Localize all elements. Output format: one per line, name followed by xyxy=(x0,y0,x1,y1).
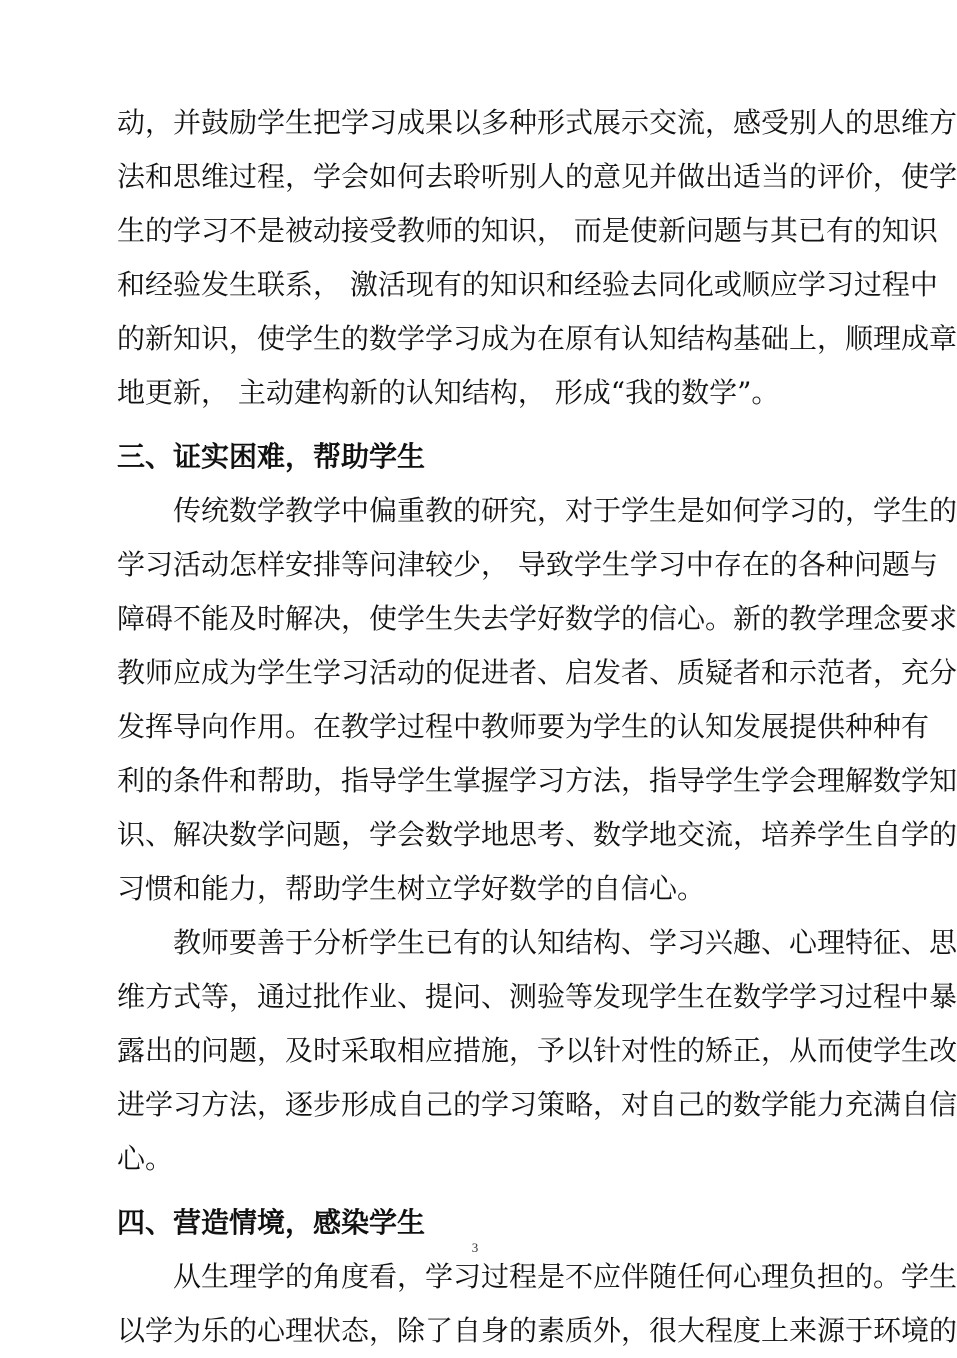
paragraph-4 xyxy=(117,1250,957,1358)
text-line: 教师应成为学生学习活动的促进者、启发者、质疑者和示范者，充分 xyxy=(117,656,957,689)
text-line: 以学为乐的心理状态，除了自身的素质外，很大程度上来源于环境的 xyxy=(117,1314,957,1347)
text-line: 教师要善于分析学生已有的认知结构、学习兴趣、心理特征、思 xyxy=(173,926,957,959)
text-line: 露出的问题，及时采取相应措施，予以针对性的矫正，从而使学生改 xyxy=(117,1034,957,1067)
text-line: 生的学习不是被动接受教师的知识， 而是使新问题与其已有的知识 xyxy=(117,214,938,247)
section-heading-4: 四、营造情境，感染学生 xyxy=(117,1206,426,1239)
page-number: 3 xyxy=(471,1240,479,1255)
text-line: 心。 xyxy=(117,1142,174,1175)
text-line: 法和思维过程，学会如何去聆听别人的意见并做出适当的评价，使学 xyxy=(117,160,957,193)
text-line: 从生理学的角度看，学习过程是不应伴随任何心理负担的。学生 xyxy=(173,1260,957,1293)
text-line: 传统数学教学中偏重教的研究，对于学生是如何学习的，学生的 xyxy=(173,494,957,527)
paragraph-3 xyxy=(117,916,957,1186)
text-line: 进学习方法，逐步形成自己的学习策略，对自己的数学能力充满自信 xyxy=(117,1088,957,1121)
text-line: 动，并鼓励学生把学习成果以多种形式展示交流，感受别人的思维方 xyxy=(117,106,957,139)
spacer xyxy=(117,420,857,430)
text-line: 的新知识，使学生的数学学习成为在原有认知结构基础上，顺理成章 xyxy=(117,322,957,355)
text-line: 识、解决数学问题，学会数学地思考、数学地交流，培养学生自学的 xyxy=(117,818,957,851)
text-line: 发挥导向作用。在教学过程中教师要为学生的认知发展提供种种有 xyxy=(117,710,930,743)
text-line: 维方式等，通过批作业、提问、测验等发现学生在数学学习过程中暴 xyxy=(117,980,957,1013)
paragraph-2 xyxy=(117,484,957,916)
paragraph-1 xyxy=(117,96,957,420)
section-heading-3: 三、证实困难，帮助学生 xyxy=(117,440,426,473)
text-line: 障碍不能及时解决，使学生失去学好数学的信心。新的教学理念要求 xyxy=(117,602,957,635)
text-line: 利的条件和帮助，指导学生掌握学习方法，指导学生学会理解数学知 xyxy=(117,764,957,797)
document-page xyxy=(117,96,957,1358)
text-line: 地更新， 主动建构新的认知结构， 形成“我的数学”。 xyxy=(117,376,780,409)
text-line: 和经验发生联系， 激活现有的知识和经验去同化或顺应学习过程中 xyxy=(117,268,938,301)
text-line: 学习活动怎样安排等问津较少， 导致学生学习中存在的各种问题与 xyxy=(117,548,938,581)
text-line: 习惯和能力，帮助学生树立学好数学的自信心。 xyxy=(117,872,706,905)
spacer xyxy=(117,1186,857,1196)
